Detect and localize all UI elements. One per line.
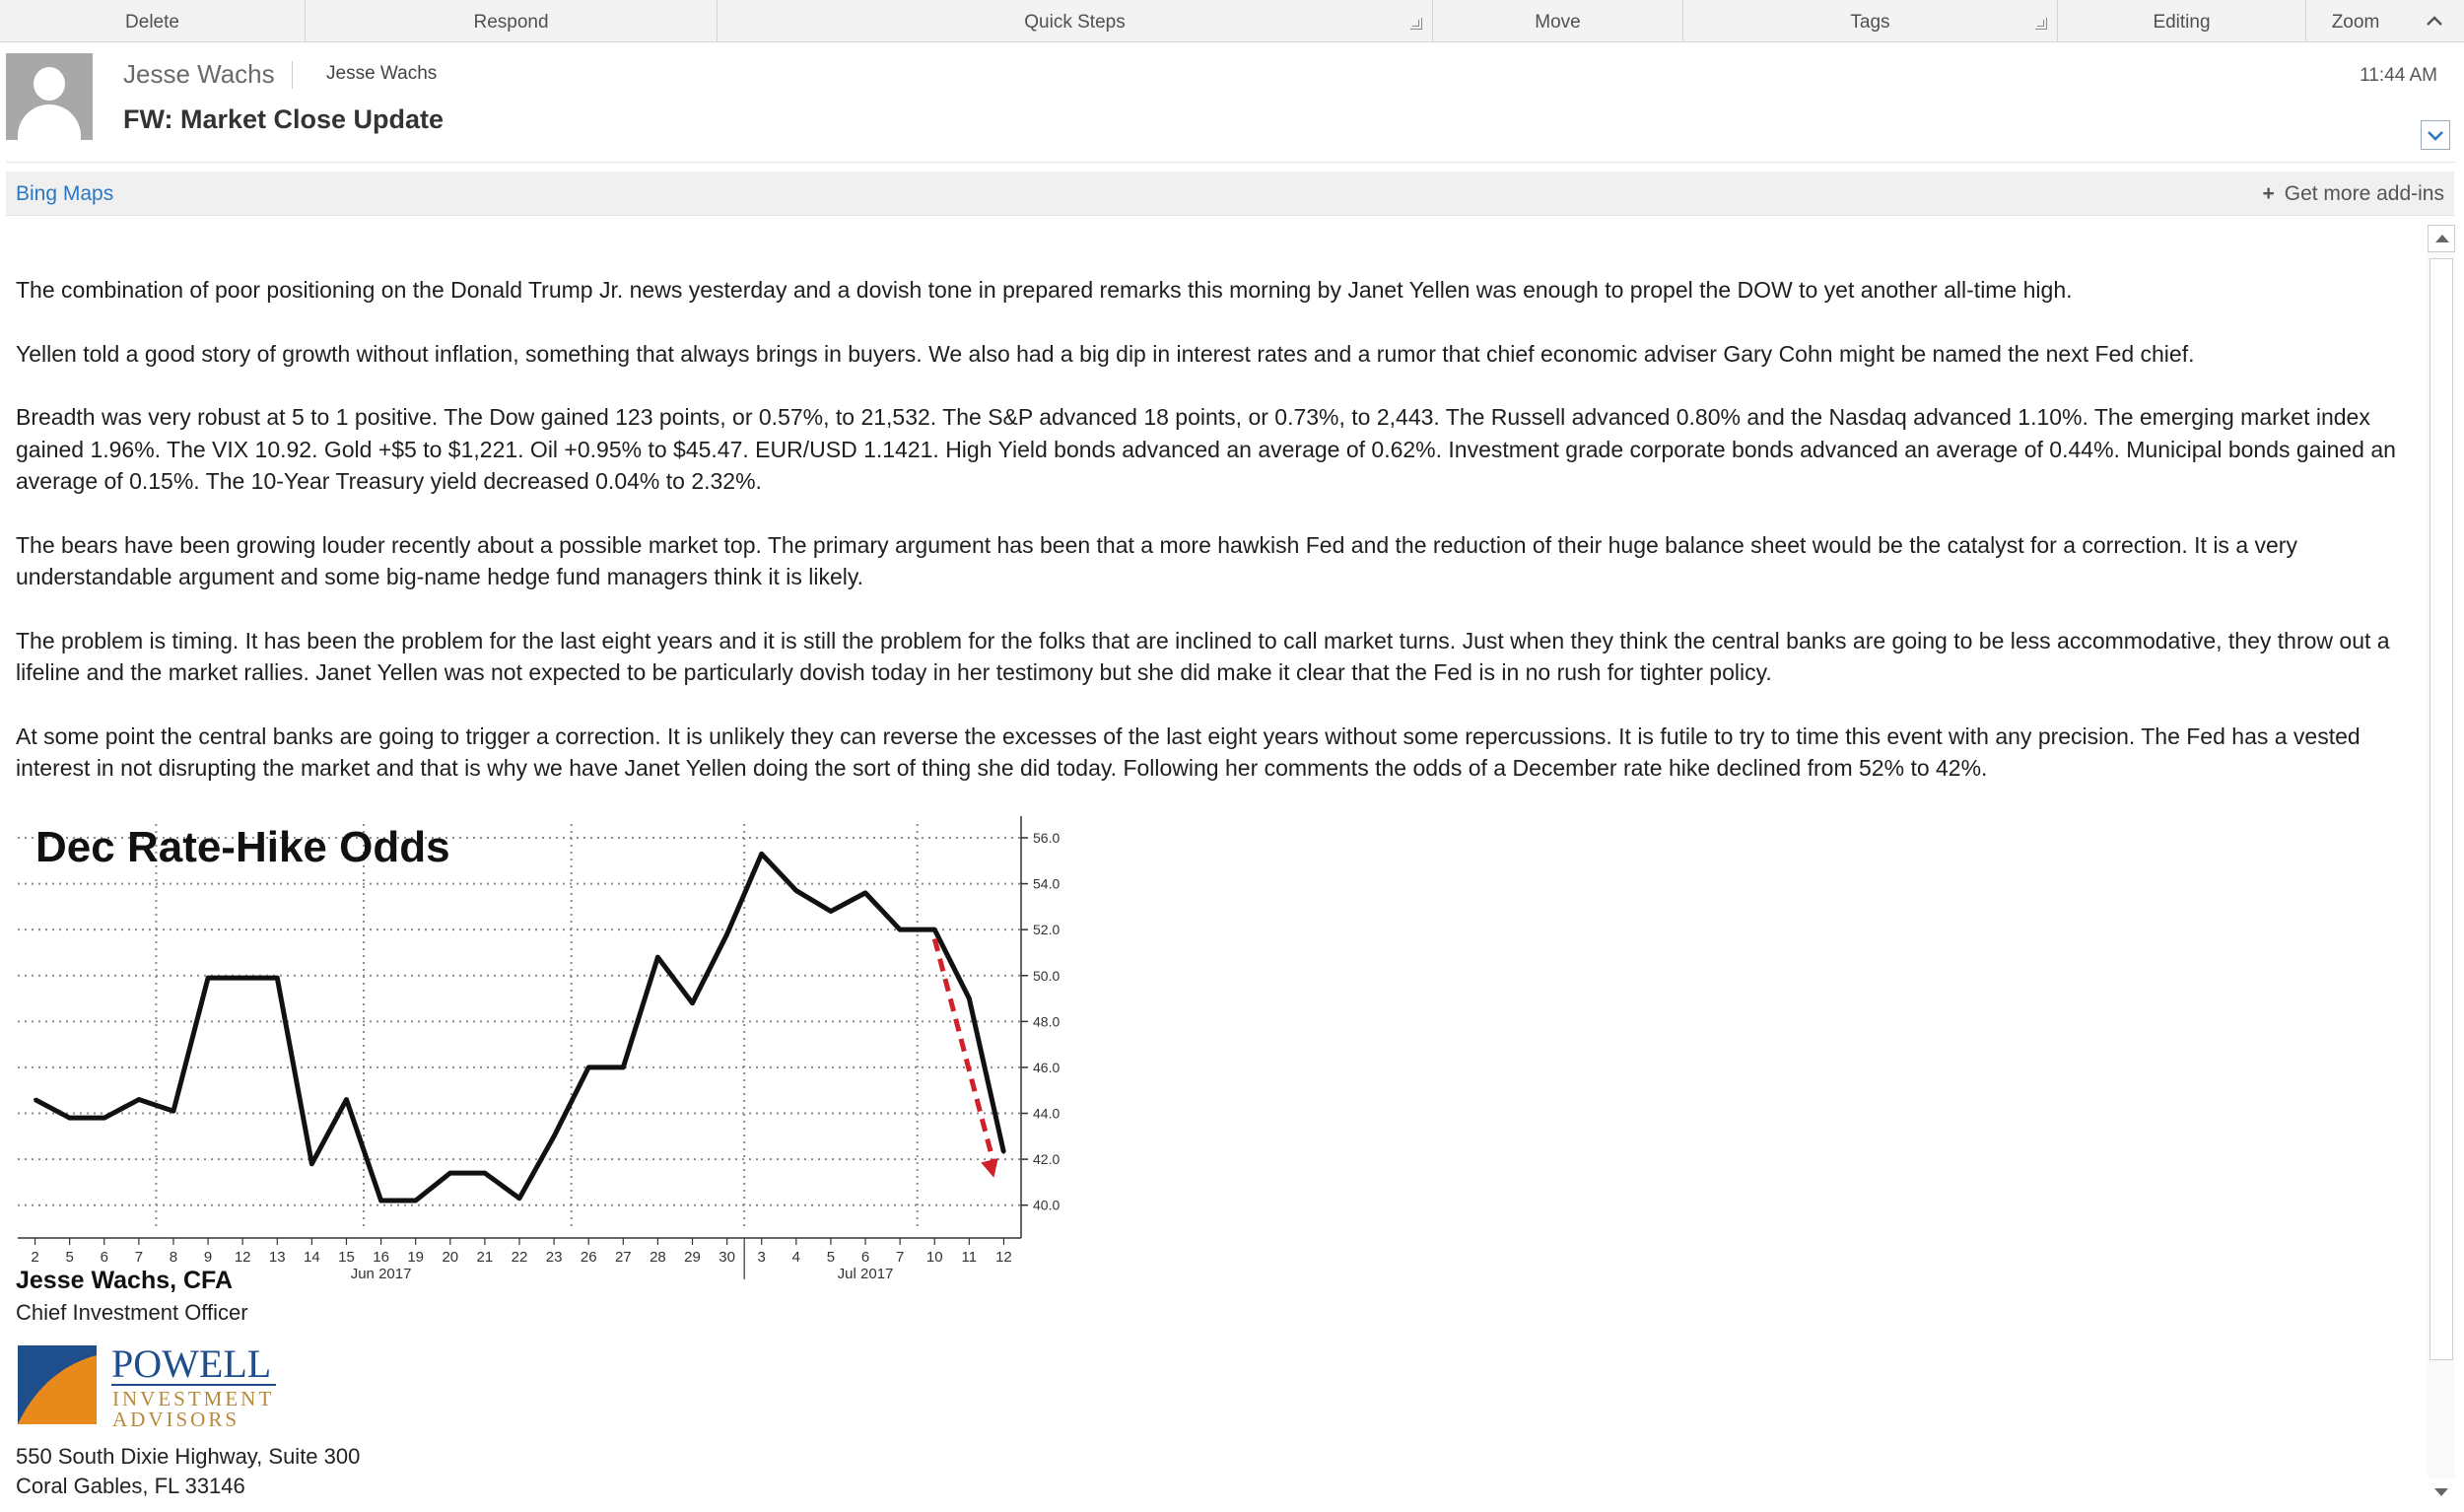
data-point: [1002, 1151, 1005, 1154]
body-paragraph: The combination of poor positioning on the Donald Trump Jr. news yesterday and a dovish tone in prepared remarks this morning by Janet Yellen was enough to propel the DOW to yet another all-time high.: [16, 277, 2073, 303]
bing-maps-link[interactable]: Bing Maps: [16, 182, 114, 205]
ribbon-group-delete[interactable]: [0, 0, 306, 41]
x-tick-label: 4: [791, 1249, 800, 1266]
y-tick-label: 54.0: [1033, 875, 1061, 892]
chart-title: Dec Rate-Hike Odds: [35, 823, 450, 871]
get-more-addins-button[interactable]: [2262, 182, 2444, 206]
ribbon-group-label: Quick Steps: [1024, 12, 1126, 33]
address-line-2: Coral Gables, FL 33146: [16, 1474, 245, 1498]
x-tick-label: 5: [826, 1249, 836, 1266]
ribbon-group-move[interactable]: [1433, 0, 1683, 41]
get-more-addins-label: Get more add-ins: [2284, 182, 2444, 205]
chevron-down-icon: [2422, 121, 2449, 149]
data-point: [933, 928, 936, 931]
y-tick-label: 56.0: [1033, 829, 1061, 846]
data-point: [345, 1098, 348, 1101]
svg-text:INVESTMENT: INVESTMENT: [112, 1387, 275, 1410]
scroll-down-button[interactable]: [2428, 1478, 2455, 1506]
ribbon-group-quick-steps[interactable]: [718, 0, 1433, 41]
x-tick-label: 6: [860, 1249, 870, 1266]
body-paragraph: Yellen told a good story of growth without inflation, something that always brings in buyers. We also had a big dip in interest rates and a rumor that chief economic adviser Gary Cohn might be named the next Fed chief.: [16, 340, 2195, 367]
month-label: Jul 2017: [837, 1266, 894, 1282]
expand-header-button[interactable]: [2421, 120, 2450, 150]
ribbon-group-label: Move: [1535, 12, 1581, 33]
data-point: [103, 1117, 105, 1120]
collapse-ribbon-button[interactable]: [2425, 8, 2444, 34]
data-point: [34, 1098, 36, 1101]
data-point: [137, 1098, 140, 1101]
powell-logo-icon: [18, 1341, 284, 1431]
header-divider: [6, 162, 2456, 163]
arrow-up-icon: [2435, 235, 2449, 242]
x-tick-label: 11: [961, 1249, 978, 1266]
sender-name[interactable]: Jesse Wachs: [123, 59, 275, 89]
ribbon-group-label: Editing: [2153, 12, 2211, 33]
x-tick-label: 14: [304, 1249, 320, 1266]
message-body: [16, 274, 2411, 816]
ribbon-group-label: Zoom: [2331, 12, 2380, 33]
data-point: [553, 1134, 556, 1137]
y-tick-label: 50.0: [1033, 967, 1061, 984]
x-tick-label: 21: [476, 1249, 494, 1266]
data-point: [656, 956, 659, 959]
body-paragraph: The problem is timing. It has been the problem for the last eight years and it is still the problem for the folks that are inclined to call market turns. Just when they think the central banks are going to be less accommodative, they throw out a lifeline and the market rallies. Janet Yellen was not expected to be particularly dovish today in her testimony but she did make it clear that the Fed is in no rush for tighter policy.: [16, 627, 2390, 685]
x-tick-label: 26: [580, 1249, 597, 1266]
data-point: [760, 853, 763, 856]
y-tick-label: 52.0: [1033, 922, 1061, 938]
data-point: [68, 1117, 71, 1120]
x-tick-label: 7: [895, 1249, 905, 1266]
dialog-launcher-icon[interactable]: [2035, 18, 2047, 30]
x-tick-label: 6: [100, 1249, 108, 1266]
body-paragraph: At some point the central banks are going to trigger a correction. It is unlikely they can reverse the excesses of the last eight years without some repercussions. It is futile to try to time this event with any precision. The Fed has a vested interest in not disrupting the market and that is why we have Janet Yellen doing the sort of thing she did today. Following her comments the odds of a December rate hike declined from 52% to 42%.: [16, 722, 2361, 781]
data-point: [794, 889, 797, 892]
x-tick-label: 12: [995, 1249, 1012, 1266]
company-logo: [18, 1341, 284, 1431]
svg-text:ADVISORS: ADVISORS: [112, 1408, 240, 1431]
ribbon-group-tags[interactable]: [1683, 0, 2058, 41]
x-tick-label: 8: [169, 1249, 178, 1266]
x-tick-label: 20: [442, 1249, 459, 1266]
header-separator: [292, 61, 293, 89]
scrollbar-thumb[interactable]: [2430, 258, 2453, 1360]
ribbon-group-label: Delete: [125, 12, 179, 33]
data-point: [691, 1001, 694, 1004]
x-tick-label: 23: [545, 1249, 563, 1266]
data-point: [518, 1197, 521, 1200]
svg-text:POWELL: POWELL: [111, 1341, 272, 1386]
x-tick-label: 19: [407, 1249, 425, 1266]
data-point: [207, 977, 210, 980]
data-point: [899, 928, 902, 931]
y-tick-label: 42.0: [1033, 1151, 1061, 1168]
data-point: [483, 1172, 486, 1175]
data-point: [829, 910, 832, 913]
data-point: [587, 1065, 590, 1068]
y-tick-label: 48.0: [1033, 1013, 1061, 1030]
data-point: [725, 932, 728, 935]
data-point: [171, 1110, 174, 1113]
recipient-name[interactable]: Jesse Wachs: [326, 63, 438, 84]
x-tick-label: 9: [203, 1249, 213, 1266]
x-tick-label: 30: [719, 1249, 735, 1266]
data-point: [276, 977, 279, 980]
data-point: [414, 1200, 417, 1203]
addins-bar: [6, 172, 2454, 216]
x-tick-label: 10: [925, 1249, 943, 1266]
x-tick-label: 13: [268, 1249, 286, 1266]
x-tick-label: 27: [614, 1249, 632, 1266]
dialog-launcher-icon[interactable]: [1410, 18, 1422, 30]
arrow-down-icon: [2434, 1488, 2448, 1496]
y-tick-label: 44.0: [1033, 1105, 1061, 1122]
y-tick-label: 40.0: [1033, 1197, 1061, 1213]
message-subject: FW: Market Close Update: [123, 104, 445, 134]
data-point: [622, 1065, 625, 1068]
signature-title: Chief Investment Officer: [16, 1300, 248, 1325]
x-tick-label: 16: [373, 1249, 389, 1266]
data-point: [968, 997, 971, 1000]
ribbon-group-editing[interactable]: [2058, 0, 2306, 41]
scroll-up-button[interactable]: [2428, 225, 2455, 252]
address-line-1: 550 South Dixie Highway, Suite 300: [16, 1444, 361, 1469]
x-tick-label: 28: [650, 1249, 666, 1266]
ribbon-group-label: Tags: [1850, 12, 1890, 33]
data-point: [310, 1162, 313, 1165]
plus-icon: +: [2262, 182, 2275, 205]
x-tick-label: 22: [511, 1249, 528, 1266]
body-paragraph: The bears have been growing louder recently about a possible market top. The primary argument has been that a more hawkish Fed and the reduction of their huge balance sheet would be the catalyst for a correction. It is a very understandable argument and some big-name hedge fund managers think it is likely.: [16, 531, 2297, 589]
series-line: [35, 854, 1004, 1201]
signature-name: Jesse Wachs, CFA: [16, 1267, 234, 1294]
avatar: [6, 53, 93, 140]
data-point: [448, 1172, 451, 1175]
ribbon-group-label: Respond: [473, 12, 549, 33]
data-point: [241, 977, 244, 980]
message-time: 11:44 AM: [2360, 65, 2437, 86]
month-label: Jun 2017: [350, 1266, 412, 1282]
ribbon-group-zoom[interactable]: [2306, 0, 2405, 41]
data-point: [864, 891, 867, 894]
x-tick-label: 5: [65, 1249, 74, 1266]
x-tick-label: 29: [684, 1249, 701, 1266]
body-paragraph: Breadth was very robust at 5 to 1 positive. The Dow gained 123 points, or 0.57%, to 21,532. The S&P advanced 18 points, or 0.73%, to 2,443. The Russell advanced 0.80% and the Nasdaq advanced 1.10%. The emerging market index gained 1.96%. The VIX 10.92. Gold +$5 to $1,221. Oil +0.95% to $45.47. EUR/USD 1.1421. High Yield bonds advanced an average of 0.62%. Investment grade corporate bonds advanced an average of 0.44%. Municipal bonds gained an average of 0.15%. The 10-Year Treasury yield decreased 0.04% to 2.32%.: [16, 404, 2396, 494]
x-tick-label: 2: [31, 1249, 39, 1266]
y-tick-label: 46.0: [1033, 1059, 1061, 1075]
ribbon: [0, 0, 2464, 42]
chevron-up-icon: [2425, 14, 2444, 28]
x-tick-label: 7: [134, 1249, 144, 1266]
ribbon-group-respond[interactable]: [306, 0, 718, 41]
x-tick-label: 15: [338, 1249, 355, 1266]
vertical-scrollbar[interactable]: [2428, 225, 2455, 1506]
data-point: [379, 1200, 382, 1203]
x-tick-label: 12: [234, 1249, 251, 1266]
annotation-arrow-head: [981, 1158, 997, 1178]
annotation-arrow-line: [934, 938, 993, 1163]
x-tick-label: 3: [757, 1249, 766, 1266]
